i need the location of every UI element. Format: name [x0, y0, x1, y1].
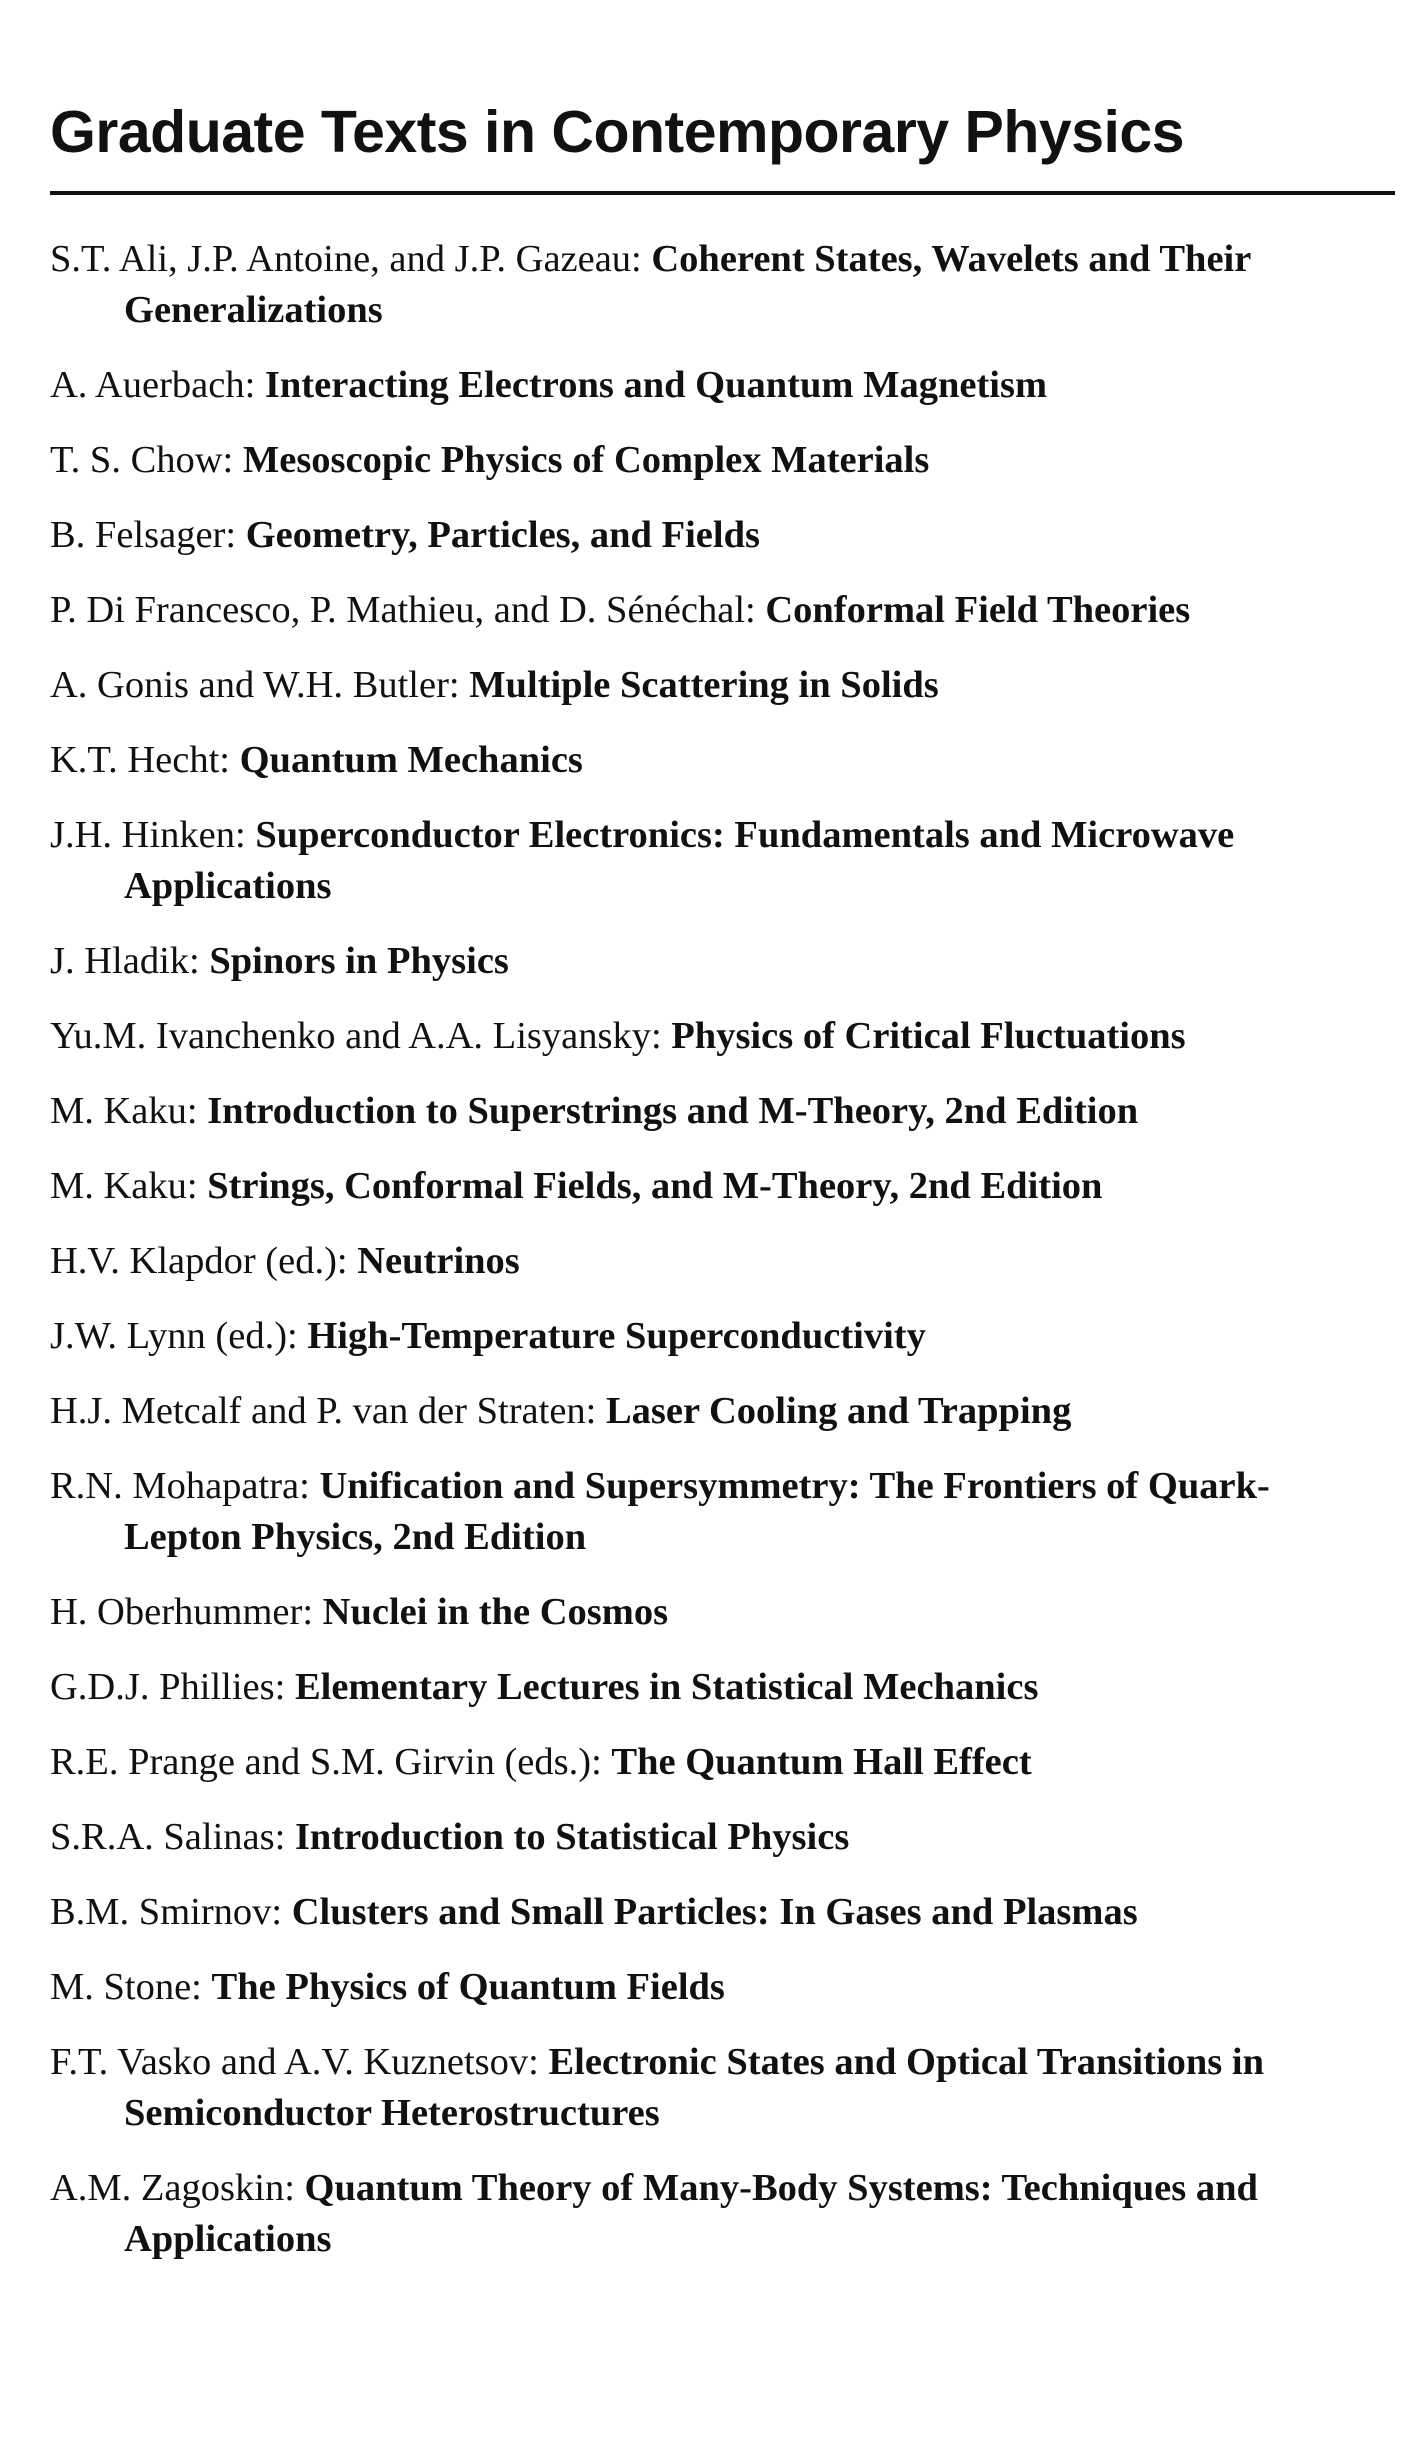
- book-title: Superconductor Electronics: Fundamentals and Microwave Applications: [124, 814, 1235, 907]
- author: T. S. Chow:: [50, 439, 234, 481]
- author: M. Stone:: [50, 1966, 202, 2008]
- author: K.T. Hecht:: [50, 739, 230, 781]
- book-entry: [50, 1086, 1370, 1137]
- book-entry: [50, 1737, 1370, 1788]
- author: P. Di Francesco, P. Mathieu, and D. Sénéchal:: [50, 589, 756, 631]
- book-entry: [50, 1161, 1370, 1212]
- book-entry: [50, 1887, 1370, 1938]
- author: J.H. Hinken:: [50, 814, 246, 856]
- book-entry: [50, 1962, 1370, 2013]
- book-entry: [50, 1587, 1370, 1638]
- book-entry: [50, 810, 1370, 912]
- book-entry: [50, 585, 1370, 636]
- book-entry: [50, 435, 1370, 486]
- book-list: [50, 234, 1370, 2289]
- author: M. Kaku:: [50, 1090, 198, 1132]
- book-title: Quantum Mechanics: [239, 739, 583, 781]
- author: H.V. Klapdor (ed.):: [50, 1240, 348, 1282]
- book-entry: [50, 1662, 1370, 1713]
- book-entry: [50, 1011, 1370, 1062]
- book-entry: [50, 510, 1370, 561]
- book-title: Geometry, Particles, and Fields: [245, 514, 760, 556]
- book-entry: [50, 1386, 1370, 1437]
- book-entry: [50, 360, 1370, 411]
- book-title: Introduction to Superstrings and M-Theory, 2nd Edition: [207, 1090, 1139, 1132]
- series-title: Graduate Texts in Contemporary Physics: [50, 99, 1185, 165]
- book-title: Coherent States, Wavelets and Their Generalizations: [124, 238, 1251, 331]
- author: G.D.J. Phillies:: [50, 1666, 286, 1708]
- book-entry: [50, 2037, 1370, 2139]
- author: M. Kaku:: [50, 1165, 198, 1207]
- author: A.M. Zagoskin:: [50, 2167, 295, 2209]
- book-entry: [50, 2163, 1370, 2265]
- book-title: Physics of Critical Fluctuations: [671, 1015, 1186, 1057]
- author: S.R.A. Salinas:: [50, 1816, 286, 1858]
- book-title: Conformal Field Theories: [765, 589, 1191, 631]
- book-title: Nuclei in the Cosmos: [322, 1591, 669, 1633]
- book-title: Interacting Electrons and Quantum Magnetism: [264, 364, 1048, 406]
- book-title: High-Temperature Superconductivity: [307, 1315, 926, 1357]
- book-entry: [50, 936, 1370, 987]
- author: B. Felsager:: [50, 514, 237, 556]
- book-title: Multiple Scattering in Solids: [469, 664, 939, 706]
- title-rule: [50, 191, 1395, 195]
- author: B.M. Smirnov:: [50, 1891, 283, 1933]
- book-title: Neutrinos: [357, 1240, 520, 1282]
- book-title: The Physics of Quantum Fields: [211, 1966, 725, 2008]
- book-entry: [50, 234, 1370, 336]
- author: S.T. Ali, J.P. Antoine, and J.P. Gazeau:: [50, 238, 642, 280]
- author: F.T. Vasko and A.V. Kuznetsov:: [50, 2041, 539, 2083]
- book-title: Mesoscopic Physics of Complex Materials: [242, 439, 930, 481]
- book-title: Strings, Conformal Fields, and M-Theory, 2nd Edition: [207, 1165, 1103, 1207]
- author: A. Auerbach:: [50, 364, 256, 406]
- book-entry: [50, 1236, 1370, 1287]
- book-entry: [50, 660, 1370, 711]
- book-title: The Quantum Hall Effect: [611, 1741, 1032, 1783]
- book-title: Unification and Supersymmetry: The Frontiers of Quark-Lepton Physics, 2nd Edition: [124, 1465, 1270, 1558]
- book-title: Electronic States and Optical Transitions in Semiconductor Heterostructures: [124, 2041, 1265, 2134]
- book-title: Spinors in Physics: [209, 940, 509, 982]
- author: H. Oberhummer:: [50, 1591, 314, 1633]
- author: A. Gonis and W.H. Butler:: [50, 664, 460, 706]
- book-entry: [50, 1311, 1370, 1362]
- book-title: Clusters and Small Particles: In Gases and Plasmas: [291, 1891, 1138, 1933]
- book-entry: [50, 735, 1370, 786]
- author: R.E. Prange and S.M. Girvin (eds.):: [50, 1741, 602, 1783]
- author: H.J. Metcalf and P. van der Straten:: [50, 1390, 597, 1432]
- book-title: Elementary Lectures in Statistical Mechanics: [294, 1666, 1039, 1708]
- book-title: Quantum Theory of Many-Body Systems: Techniques and Applications: [124, 2167, 1258, 2260]
- author: J. Hladik:: [50, 940, 200, 982]
- author: Yu.M. Ivanchenko and A.A. Lisyansky:: [50, 1015, 662, 1057]
- book-title: Introduction to Statistical Physics: [294, 1816, 850, 1858]
- author: R.N. Mohapatra:: [50, 1465, 310, 1507]
- book-entry: [50, 1812, 1370, 1863]
- author: J.W. Lynn (ed.):: [50, 1315, 298, 1357]
- book-title: Laser Cooling and Trapping: [605, 1390, 1072, 1432]
- book-entry: [50, 1461, 1370, 1563]
